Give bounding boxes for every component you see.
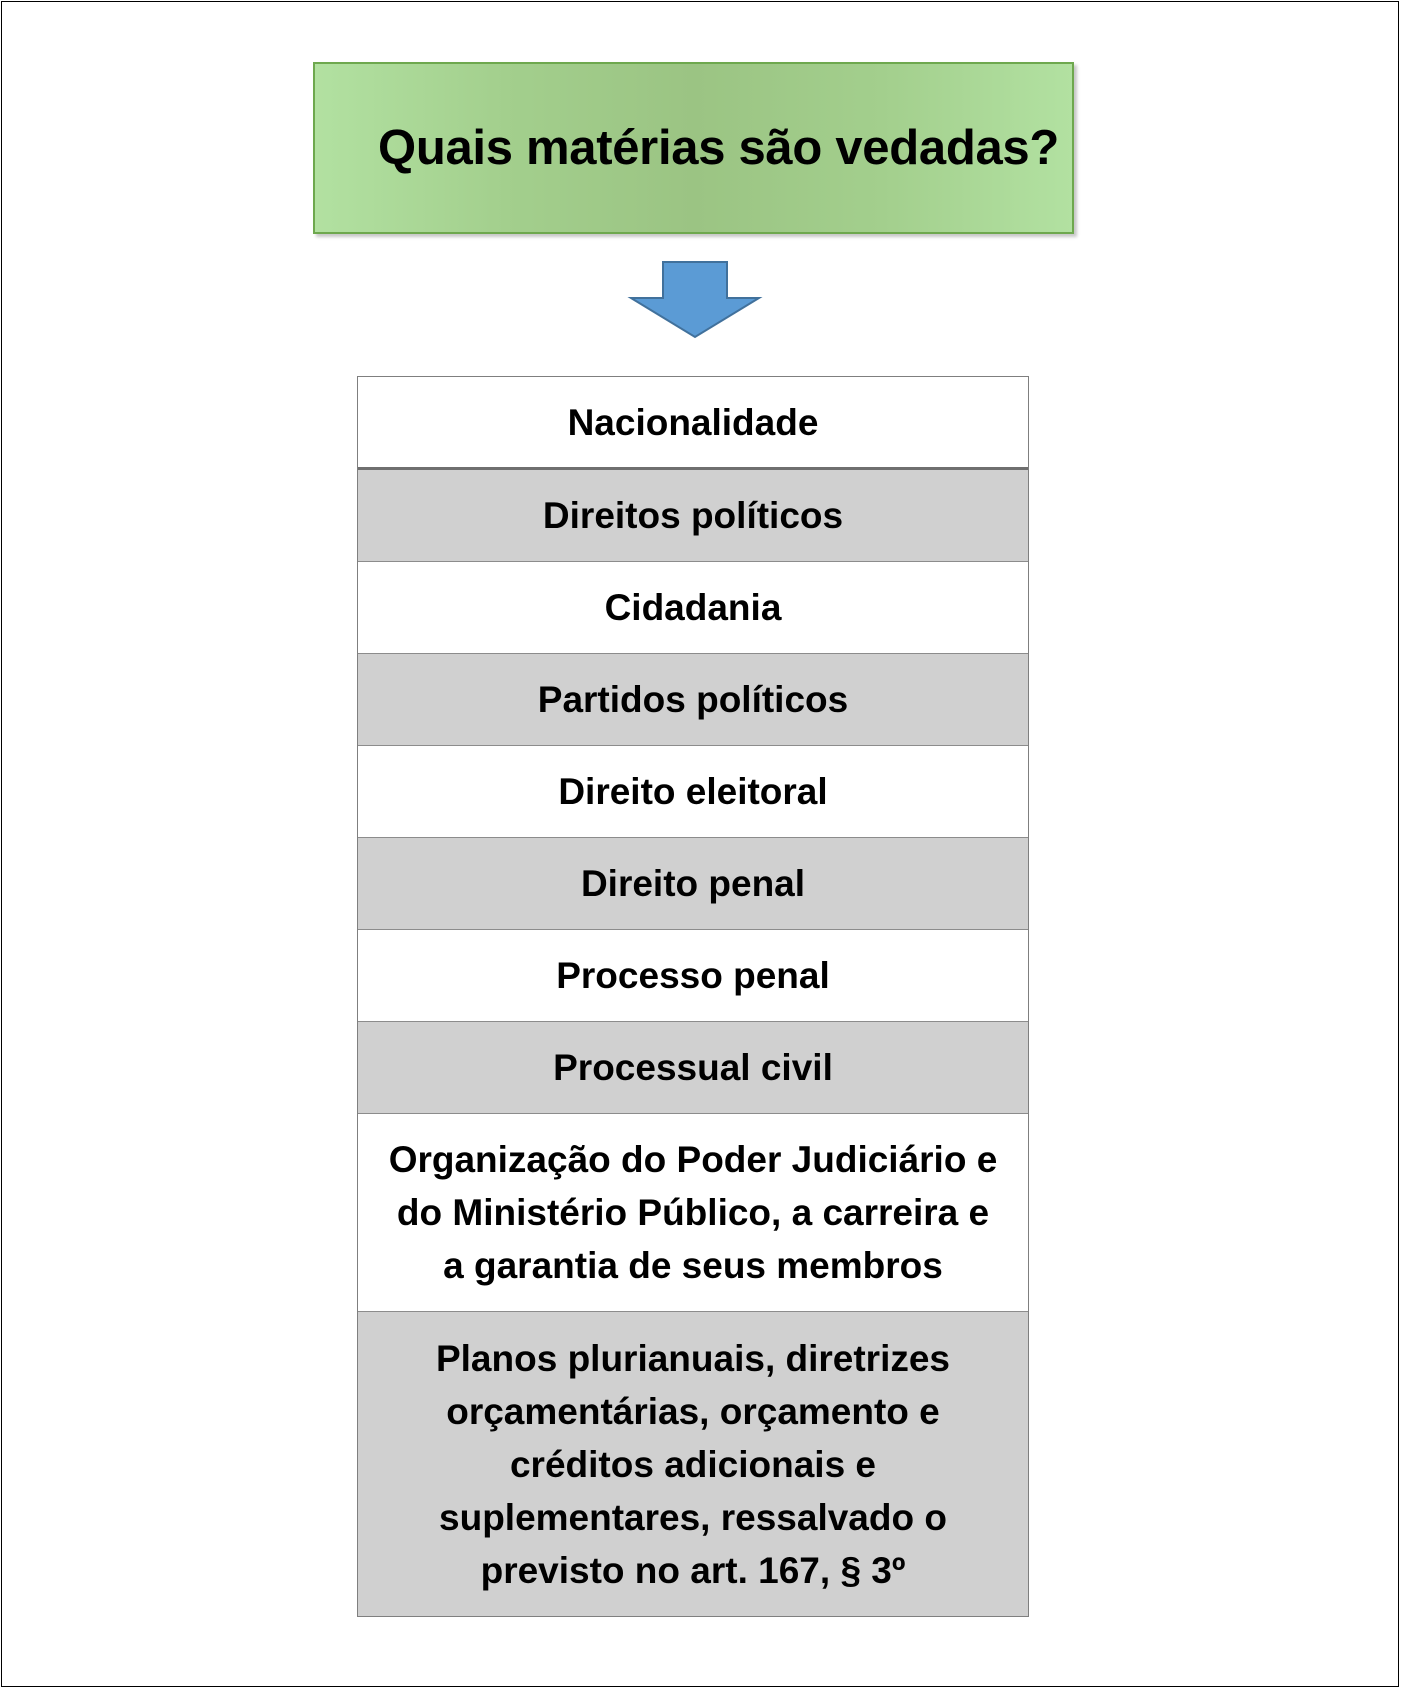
- list-item: [358, 746, 1028, 838]
- title-box: [313, 62, 1074, 234]
- list-item: [358, 562, 1028, 654]
- list-item-label: Processo penal: [556, 955, 830, 996]
- list-item: [358, 930, 1028, 1022]
- list-item: [358, 654, 1028, 746]
- list-item-label: Nacionalidade: [567, 401, 819, 443]
- list-item-label: Direito penal: [580, 863, 806, 904]
- list-item-label: Planos plurianuais, diretrizes orçamentárias, orçamento e créditos adicionais e suplementares, ressalvado o previsto no art. 167, § 3º: [435, 1337, 951, 1591]
- vedadas-list: [357, 376, 1029, 1617]
- down-arrow-icon: [627, 260, 763, 340]
- list-item: [358, 377, 1028, 470]
- list-item-label: Direitos políticos: [542, 495, 844, 536]
- list-item-label: Processual civil: [553, 1047, 833, 1088]
- diagram-title: Quais matérias são vedadas?: [378, 121, 1059, 175]
- list-item: [358, 838, 1028, 930]
- list-item-label: Organização do Poder Judiciário e do Ministério Público, a carreira e a garantia de seus membros: [388, 1139, 998, 1286]
- list-item-label: Cidadania: [604, 587, 782, 628]
- list-item-label: Direito eleitoral: [558, 771, 828, 812]
- list-item: [358, 1114, 1028, 1312]
- list-item: [358, 1312, 1028, 1616]
- list-item-label: Partidos políticos: [537, 679, 849, 720]
- list-item: [358, 1022, 1028, 1114]
- list-item: [358, 470, 1028, 562]
